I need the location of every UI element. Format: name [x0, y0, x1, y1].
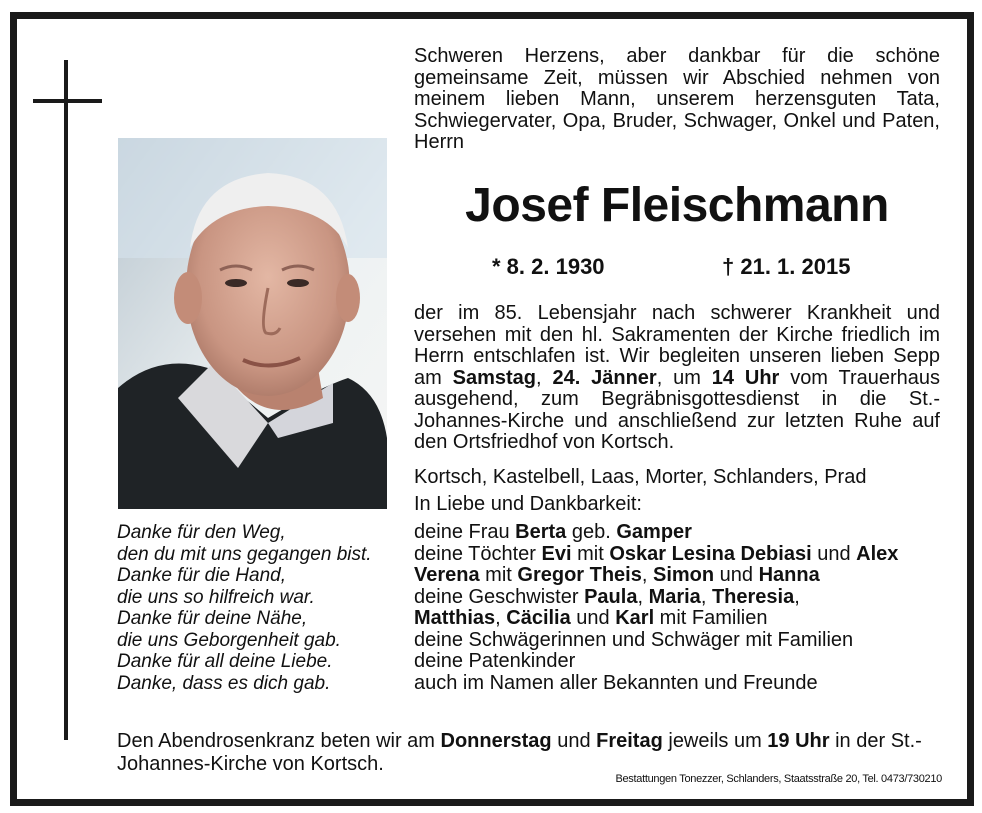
poem-line: die uns Geborgenheit gab.: [117, 629, 341, 651]
rosary-text: Den Abendrosenkranz beten wir am Donnerstag und Freitag jeweils um 19 Uhr in der St.-Johannes-Kirche von Kortsch.: [117, 730, 922, 775]
poem-line: Danke für all deine Liebe.: [117, 651, 333, 672]
mourner-line: deine Geschwister Paula, Maria, Theresia,: [414, 585, 800, 608]
mourner-line: auch im Namen aller Bekannten und Freunde: [414, 671, 818, 694]
intro-text: Schweren Herzens, aber dankbar für die schöne gemeinsame Zeit, müssen wir Abschied nehmen von meinem lieben Mann, unserem herzensguten Tata, Schwiegervater, Opa, Bruder, Schwager, Onkel und Paten, Herrn: [414, 45, 940, 153]
cross-icon: [64, 60, 68, 740]
death-date: † 21. 1. 2015: [722, 254, 851, 279]
mourner-line: Verena mit Gregor Theis, Simon und Hanna: [414, 564, 820, 586]
poem-line: die uns so hilfreich war.: [117, 586, 315, 608]
mourner-line: deine Töchter Evi mit Oskar Lesina Debiasi und Alex: [414, 542, 899, 565]
mourner-line: deine Patenkinder: [414, 650, 576, 672]
mourner-line: deine Schwägerinnen und Schwäger mit Familien: [414, 628, 854, 651]
poem-line: den du mit uns gegangen bist.: [117, 543, 372, 565]
mourner-line: deine Frau Berta geb. Gamper: [414, 521, 692, 543]
poem-line: Danke, dass es dich gab.: [117, 672, 331, 694]
poem-line: Danke für den Weg,: [117, 522, 286, 543]
funeral-text: der im 85. Lebensjahr nach schwerer Krankheit und versehen mit den hl. Sakramenten der Kirche friedlich im Herrn entschlafen ist. Wir begleiten unseren lieben Sepp am Samstag, 24. Jänner, um 14 Uhr vom Trauerhaus ausgehend, zum Begräbnisgottesdienst in die St.-Johannes-Kirche und anschließend zur letzten Ruhe auf den Ortsfriedhof von Kortsch.: [414, 302, 941, 453]
birth-date: * 8. 2. 1930: [492, 254, 605, 279]
mourners-list: [414, 522, 940, 694]
poem-line: Danke für deine Nähe,: [117, 608, 308, 629]
poem-line: Danke für die Hand,: [117, 565, 286, 586]
deceased-name: Josef Fleischmann: [465, 179, 889, 232]
undertaker-credit: Bestattungen Tonezzer, Schlanders, Staatsstraße 20, Tel. 0473/730210: [615, 773, 942, 785]
portrait-photo: [118, 138, 387, 509]
love-line: In Liebe und Dankbarkeit:: [414, 493, 642, 515]
places-line: Kortsch, Kastelbell, Laas, Morter, Schlanders, Prad: [414, 466, 867, 488]
mourner-line: Matthias, Cäcilia und Karl mit Familien: [414, 607, 768, 629]
poem: [117, 522, 372, 694]
cross-icon-bar: [33, 99, 102, 103]
